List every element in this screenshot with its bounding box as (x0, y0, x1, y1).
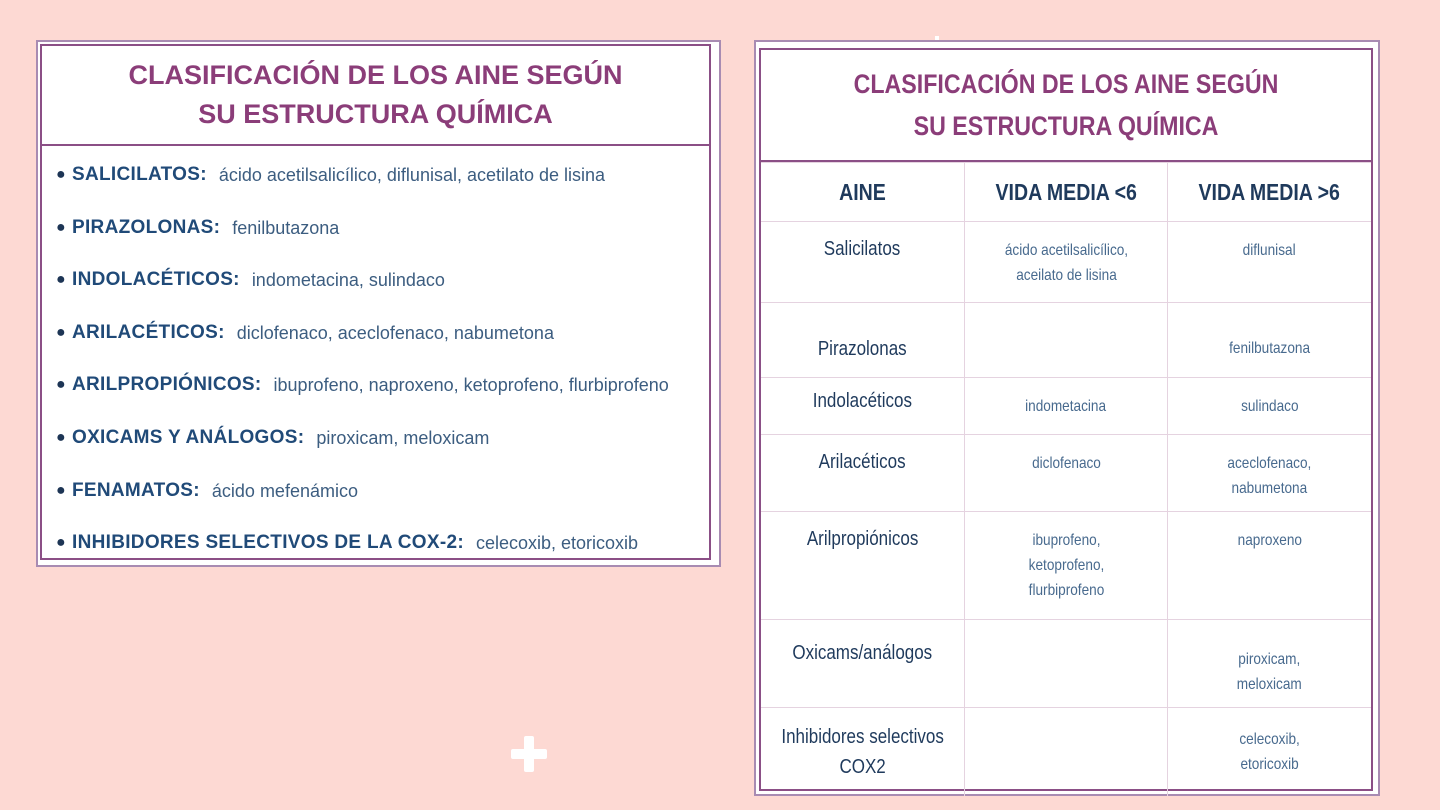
list-item (56, 269, 705, 322)
drug-list: fenilbutazona (232, 217, 340, 238)
row-name: Arilacéticos (761, 435, 964, 512)
table-row (761, 303, 1371, 378)
bullet-icon: ● (56, 481, 66, 499)
table-row (761, 708, 1371, 796)
short-half-life-cell: ibuprofeno, ketoprofeno, flurbiprofeno (964, 512, 1167, 620)
category-label: INDOLACÉTICOS: (72, 269, 240, 291)
right-card-title (854, 63, 1279, 147)
table-row (761, 512, 1371, 620)
category-label: INHIBIDORES SELECTIVOS DE LA COX-2: (72, 532, 464, 554)
right-card-title-line2: SU ESTRUCTURA QUÍMICA (913, 111, 1219, 141)
category-label: ARILACÉTICOS: (72, 321, 225, 343)
drug-list: ibuprofeno, naproxeno, ketoprofeno, flurbiprofeno (273, 375, 669, 396)
bullet-icon: ● (56, 271, 66, 289)
left-classification-card (36, 40, 721, 567)
short-half-life-cell: indometacina (964, 378, 1167, 435)
long-half-life-cell: naproxeno (1168, 512, 1371, 620)
category-label: OXICAMS Y ANÁLOGOS: (72, 426, 305, 448)
drug-list: piroxicam, meloxicam (316, 427, 490, 448)
column-header-short-half-life: VIDA MEDIA <6 (964, 163, 1167, 222)
row-name: Pirazolonas (761, 303, 964, 378)
right-card-title-line1: CLASIFICACIÓN DE LOS AINE SEGÚN (853, 69, 1279, 99)
table-row (761, 435, 1371, 512)
left-card-title (128, 56, 622, 134)
short-half-life-cell (964, 708, 1167, 796)
drug-list: ácido acetilsalicílico, diflunisal, acetilato de lisina (218, 165, 606, 185)
half-life-table (761, 162, 1371, 796)
short-half-life-cell: diclofenaco (964, 435, 1167, 512)
list-item (56, 322, 705, 375)
list-item (56, 164, 705, 217)
bullet-icon: ● (56, 534, 66, 552)
list-item (56, 217, 705, 270)
table-row (761, 222, 1371, 303)
short-half-life-cell: ácido acetilsalicílico, aceilato de lisina (964, 222, 1167, 303)
row-name: Salicilatos (761, 222, 964, 303)
category-label: SALICILATOS: (72, 164, 207, 185)
row-name: Inhibidores selectivos COX2 (761, 708, 964, 796)
column-header-aine: AINE (761, 163, 964, 222)
left-card-frame (40, 44, 711, 560)
short-half-life-cell (964, 620, 1167, 708)
bullet-icon: ● (56, 166, 66, 183)
table-header-row (761, 163, 1371, 222)
list-item (56, 532, 705, 585)
row-name: Oxicams/análogos (761, 620, 964, 708)
left-card-title-line1: CLASIFICACIÓN DE LOS AINE SEGÚN (128, 60, 623, 90)
drug-list: diclofenaco, aceclofenaco, nabumetona (236, 322, 554, 343)
long-half-life-cell: celecoxib, etoricoxib (1168, 708, 1371, 796)
category-label: FENAMATOS: (72, 479, 200, 501)
classification-list (56, 164, 705, 585)
long-half-life-cell: fenilbutazona (1168, 303, 1371, 378)
bullet-icon: ● (56, 323, 66, 341)
column-header-long-half-life: VIDA MEDIA >6 (1168, 163, 1371, 222)
bullet-icon: ● (56, 218, 66, 236)
short-half-life-cell (964, 303, 1167, 378)
left-card-header (42, 46, 709, 146)
long-half-life-cell: piroxicam, meloxicam (1168, 620, 1371, 708)
right-classification-card (754, 40, 1380, 796)
long-half-life-cell: sulindaco (1168, 378, 1371, 435)
bullet-icon: ● (56, 376, 66, 394)
drug-list: celecoxib, etoricoxib (475, 533, 639, 554)
right-card-frame (759, 48, 1373, 791)
drug-list: ácido mefenámico (211, 480, 358, 501)
list-item (56, 480, 705, 533)
category-label: ARILPROPIÓNICOS: (72, 374, 262, 396)
list-item (56, 374, 705, 427)
bullet-icon: ● (56, 428, 66, 446)
right-card-header (761, 50, 1371, 162)
table-row (761, 620, 1371, 708)
plus-icon (511, 736, 547, 772)
decorative-dot (935, 36, 939, 40)
long-half-life-cell: diflunisal (1168, 222, 1371, 303)
list-item (56, 427, 705, 480)
long-half-life-cell: aceclofenaco, nabumetona (1168, 435, 1371, 512)
table-row (761, 378, 1371, 435)
row-name: Arilpropiónicos (761, 512, 964, 620)
drug-list: indometacina, sulindaco (251, 270, 445, 291)
row-name: Indolacéticos (761, 378, 964, 435)
left-card-title-line2: SU ESTRUCTURA QUÍMICA (198, 99, 553, 129)
category-label: PIRAZOLONAS: (72, 216, 221, 238)
